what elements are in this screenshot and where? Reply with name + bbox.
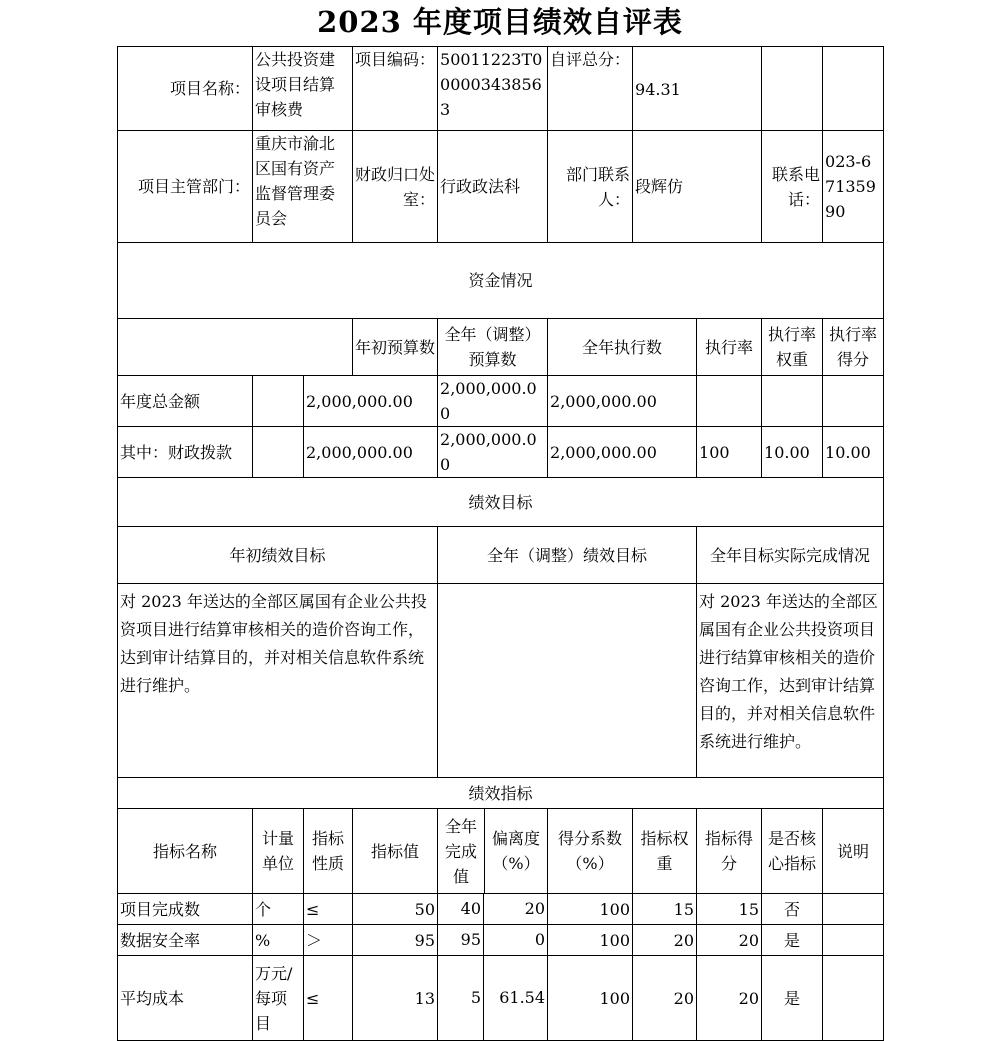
funds-row-label: 其中：财政拨款	[118, 427, 253, 478]
score-label: 自评总分：	[548, 47, 633, 131]
adjusted-goal-text	[438, 584, 697, 778]
ind-value: 50	[353, 894, 438, 925]
finance-office: 行政政法科	[438, 131, 548, 243]
ind-core: 是	[762, 925, 823, 956]
contact-person: 段辉仿	[633, 131, 762, 243]
page-title: 2023 年度项目绩效自评表	[317, 5, 683, 39]
funds-adjusted: 2,000,000.00	[438, 427, 548, 478]
funds-weight	[762, 376, 823, 427]
ind-name: 项目完成数	[118, 894, 253, 925]
ind-name: 数据安全率	[118, 925, 253, 956]
ind-header-score: 指标得分	[697, 809, 762, 894]
initial-goal-text: 对 2023 年送达的全部区属国有企业公共投资项目进行结算审核相关的造价咨询工作，达到审计结算目的，并对相关信息软件系统进行维护。	[118, 584, 438, 778]
ind-done: 5	[438, 956, 484, 1040]
ind-core: 否	[762, 894, 823, 925]
ind-deviation: 0	[534, 930, 546, 949]
funds-header-weight: 执行率权重	[762, 319, 823, 376]
ind-header-done: 全年完成值	[438, 809, 485, 893]
funds-initial: 2,000,000.00	[304, 376, 438, 427]
table-row	[118, 956, 884, 1041]
funds-adjusted: 2,000,000.00	[438, 376, 548, 427]
table-row	[118, 894, 884, 925]
ind-done-deviation	[438, 894, 548, 925]
goals-header-initial: 年初绩效目标	[118, 527, 438, 584]
ind-header-nature: 指标性质	[304, 809, 353, 894]
ind-coef: 100	[548, 956, 633, 1041]
funds-executed: 2,000,000.00	[548, 376, 697, 427]
ind-note	[823, 894, 884, 925]
ind-weight: 20	[633, 956, 697, 1041]
funds-initial: 2,000,000.00	[304, 427, 438, 478]
ind-note	[823, 956, 884, 1041]
ind-score: 15	[697, 894, 762, 925]
ind-core: 是	[762, 956, 823, 1041]
ind-header-name: 指标名称	[118, 809, 253, 894]
ind-done-deviation	[438, 956, 548, 1041]
project-name: 公共投资建设项目结算审核费	[253, 47, 353, 131]
ind-coef: 100	[548, 894, 633, 925]
ind-unit: %	[253, 925, 304, 956]
evaluation-table	[117, 46, 884, 1041]
ind-header-value: 指标值	[353, 809, 438, 894]
goals-header-adjusted: 全年（调整）绩效目标	[438, 527, 697, 584]
ind-value: 13	[353, 956, 438, 1041]
phone-number: 023-67135990	[823, 131, 884, 243]
ind-nature: ≤	[304, 894, 353, 925]
project-code: 50011223T000003438563	[438, 47, 548, 131]
empty-cell	[762, 47, 823, 131]
project-code-label: 项目编码：	[353, 47, 438, 131]
funds-rate: 100	[697, 427, 762, 478]
ind-done: 95	[438, 925, 484, 955]
table-row	[118, 925, 884, 956]
funds-executed: 2,000,000.00	[548, 427, 697, 478]
ind-unit: 个	[253, 894, 304, 925]
funds-header-rate: 执行率	[697, 319, 762, 376]
ind-score: 20	[697, 925, 762, 956]
empty-cell	[253, 376, 304, 427]
ind-header-note: 说明	[823, 809, 884, 894]
ind-name: 平均成本	[118, 956, 253, 1041]
indicators-section-title: 绩效指标	[118, 778, 884, 809]
ind-header-unit: 计量单位	[253, 809, 304, 894]
ind-weight: 15	[633, 894, 697, 925]
ind-nature: ≤	[304, 956, 353, 1041]
ind-done: 40	[438, 894, 484, 924]
finance-label: 财政归口处室：	[353, 131, 438, 243]
funds-score	[823, 376, 884, 427]
funds-weight: 10.00	[762, 427, 823, 478]
ind-header-done-deviation	[438, 809, 548, 894]
ind-weight: 20	[633, 925, 697, 956]
empty-cell	[253, 427, 304, 478]
funds-row-label: 年度总金额	[118, 376, 253, 427]
funds-score: 10.00	[823, 427, 884, 478]
funds-header-adjusted: 全年（调整）预算数	[438, 319, 548, 376]
ind-score: 20	[697, 956, 762, 1041]
dept-name: 重庆市渝北区国有资产监督管理委员会	[253, 131, 353, 243]
empty-cell	[118, 319, 353, 376]
ind-header-core: 是否核心指标	[762, 809, 823, 894]
ind-header-coef: 得分系数（%）	[548, 809, 633, 894]
ind-header-deviation: 偏离度（%）	[492, 829, 541, 873]
ind-done-deviation	[438, 925, 548, 956]
funds-header-initial: 年初预算数	[353, 319, 438, 376]
goals-section-title: 绩效目标	[118, 478, 884, 527]
ind-deviation: 20	[524, 899, 546, 918]
ind-coef: 100	[548, 925, 633, 956]
self-score: 94.31	[633, 47, 762, 131]
project-name-label: 项目名称：	[118, 47, 253, 131]
ind-nature: ＞	[304, 925, 353, 956]
funds-section-title: 资金情况	[118, 243, 884, 319]
ind-header-weight: 指标权重	[633, 809, 697, 894]
funds-header-executed: 全年执行数	[548, 319, 697, 376]
dept-label: 项目主管部门：	[118, 131, 253, 243]
goals-header-actual: 全年目标实际完成情况	[697, 527, 884, 584]
ind-value: 95	[353, 925, 438, 956]
ind-deviation: 61.54	[499, 988, 546, 1007]
ind-note	[823, 925, 884, 956]
phone-label: 联系电话：	[762, 131, 823, 243]
ind-unit: 万元/每项目	[253, 956, 304, 1041]
funds-header-score: 执行率得分	[823, 319, 884, 376]
empty-cell	[823, 47, 884, 131]
funds-rate	[697, 376, 762, 427]
contact-label: 部门联系人：	[548, 131, 633, 243]
actual-goal-text: 对 2023 年送达的全部区属国有企业公共投资项目进行结算审核相关的造价咨询工作，达到审计结算目的，并对相关信息软件系统进行维护。	[697, 584, 884, 778]
